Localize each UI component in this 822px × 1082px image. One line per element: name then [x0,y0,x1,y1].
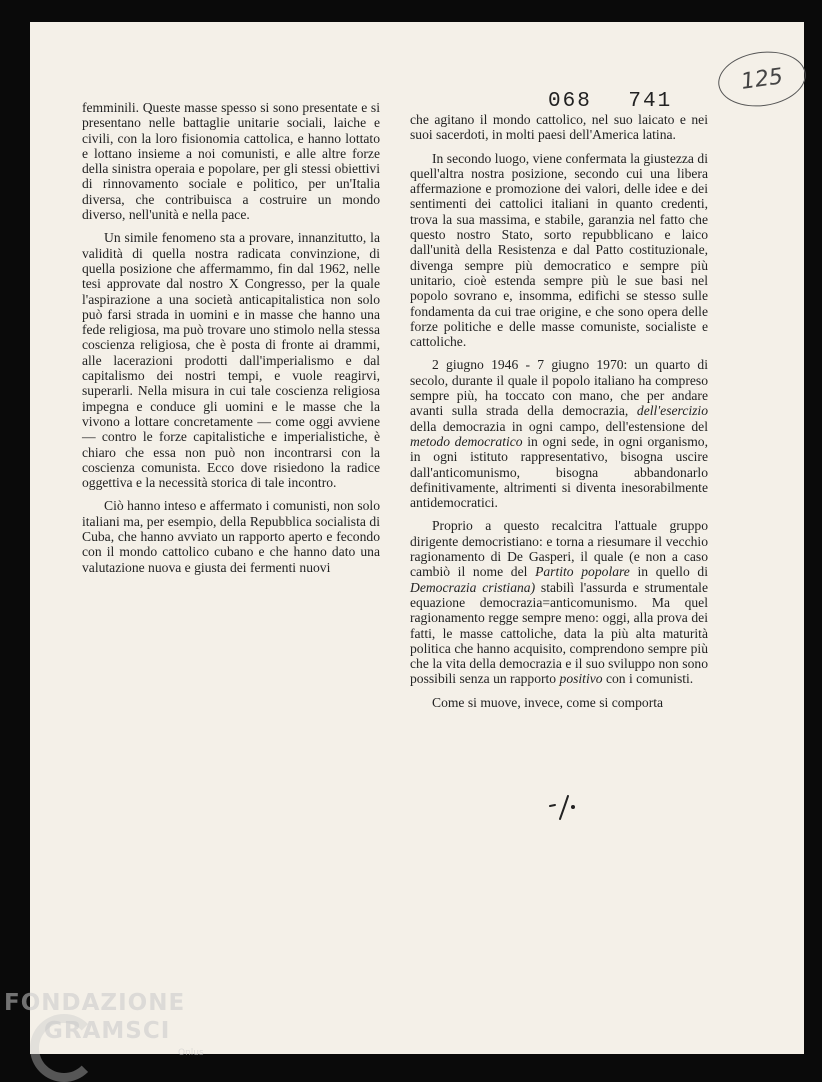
paragraph: Un simile fenomeno sta a provare, innanzitutto, la validità di quella nostra radicata convinzione, di quella posizione che affermammo, fin dal 1962, nelle tesi approvate dal nostro X Congresso, per la quale l'aspirazione a una società anticapitalistica non solo può farsi strada in uomini e in masse che hanno una fede religiosa, ma può trovare uno stimolo nella stessa coscienza religiosa, che è posta di fronte ai drammi, alle lacerazioni prodotti dall'imperialismo e dal capitalismo dei nostri tempi, e vuole reagirvi, superarli. Nella misura in cui tale coscienza religiosa impegna e conduce gli uomini e le masse che la vivono a lottare concretamente — come oggi avviene — contro le forze capitalistiche e imperialistiche, è chiaro che essa non può non incontrarsi con la coscienza comunista. Ecco dove risiedono la radice oggettiva e la necessità storica di tale incontro. [82,230,380,491]
paragraph: Ciò hanno inteso e affermato i comunisti, non solo italiani ma, per esempio, della Repubblica socialista di Cuba, che hanno avviato un rapporto aperto e fecondo con il mondo cattolico cubano e che hanno dato una valutazione nuova e giusta dei fermenti nuovi [82,498,380,575]
watermark-line2: GRAMSCI [44,1018,171,1044]
document-number: 068 741 [548,90,673,113]
foundation-watermark [4,990,204,1070]
handwritten-page-number: 125 [715,46,810,112]
handwritten-mark [548,792,582,822]
paragraph: che agitano il mondo cattolico, nel suo laicato e nei suoi sacerdoti, in molti paesi dell'America latina. [410,112,708,143]
paragraph: Come si muove, invece, come si comporta [432,694,664,710]
watermark-line1: FONDAZIONE [4,990,186,1016]
paragraph: In secondo luogo, viene confermata la giustezza di quell'altra nostra posizione, secondo cui una libera affermazione e promozione dei valori, delle idee e dei sentimenti dei cattolici italiani in quanto credenti, trova la sua massima, e stabile, garanzia nel fatto che questo nostro Stato, sorto repubblicano e laico dall'unità della Resistenza e dal Patto costituzionale, divenga sempre più democratico e sempre più unitario, cioè estenda sempre più le sue basi nel popolo sovrano e, insomma, edifichi se stesso sulle fondamenta da cui trae origine, e che sono opera delle forze politiche e delle masse comuniste, socialiste e cattoliche. [410,150,708,350]
paragraph: Proprio a questo recalcitra l'attuale gruppo dirigente democristiano: e torna a riesumare il vecchio ragionamento di De Gasperi, il quale (e non a caso cambiò il nome del Partito popolare in quello di Democrazia cristiana) stabilì l'assurda e strumentale equazione democrazia=anticomunismo. Ma quel ragionamento regge sempre meno: oggi, alla prova dei fatti, le masse cattoliche, data la più alta maturità politica che hanno acquisito, comprendono sempre più che la vita della democrazia e il suo sviluppo non sono possibili senza un rapporto positivo con i comunisti. [410,518,708,687]
paragraph: 2 giugno 1946 - 7 giugno 1970: un quarto di secolo, durante il quale il popolo italiano ha compreso sempre più, ha toccato con mano, che per andare avanti sulla strada della democrazia, dell'esercizio della democrazia in ogni campo, dell'estensione del metodo democratico in ogni sede, in ogni organismo, in ogni istituto rappresentativo, bisogna uscire dall'anticomunismo, bisogna abbandonarlo definitivamente, altrimenti si diventa inesorabilmente antidemocratici. [410,357,708,511]
watermark-line3: Onlus [178,1048,204,1058]
paragraph: femminili. Queste masse spesso si sono presentate e si presentano nelle battaglie unitarie sociali, laiche e civili, con la loro fisionomia cattolica, e hanno lottato e lottano insieme a noi comunisti, e alle altre forze della sinistra operaia e popolare, per gli stessi obiettivi di rinnovamento sociale e politico, per un'Italia diversa, che contribuisca a costruire un mondo diverso, nell'unità e nella pace. [82,100,380,223]
right-column [410,112,708,718]
left-column [82,100,380,583]
